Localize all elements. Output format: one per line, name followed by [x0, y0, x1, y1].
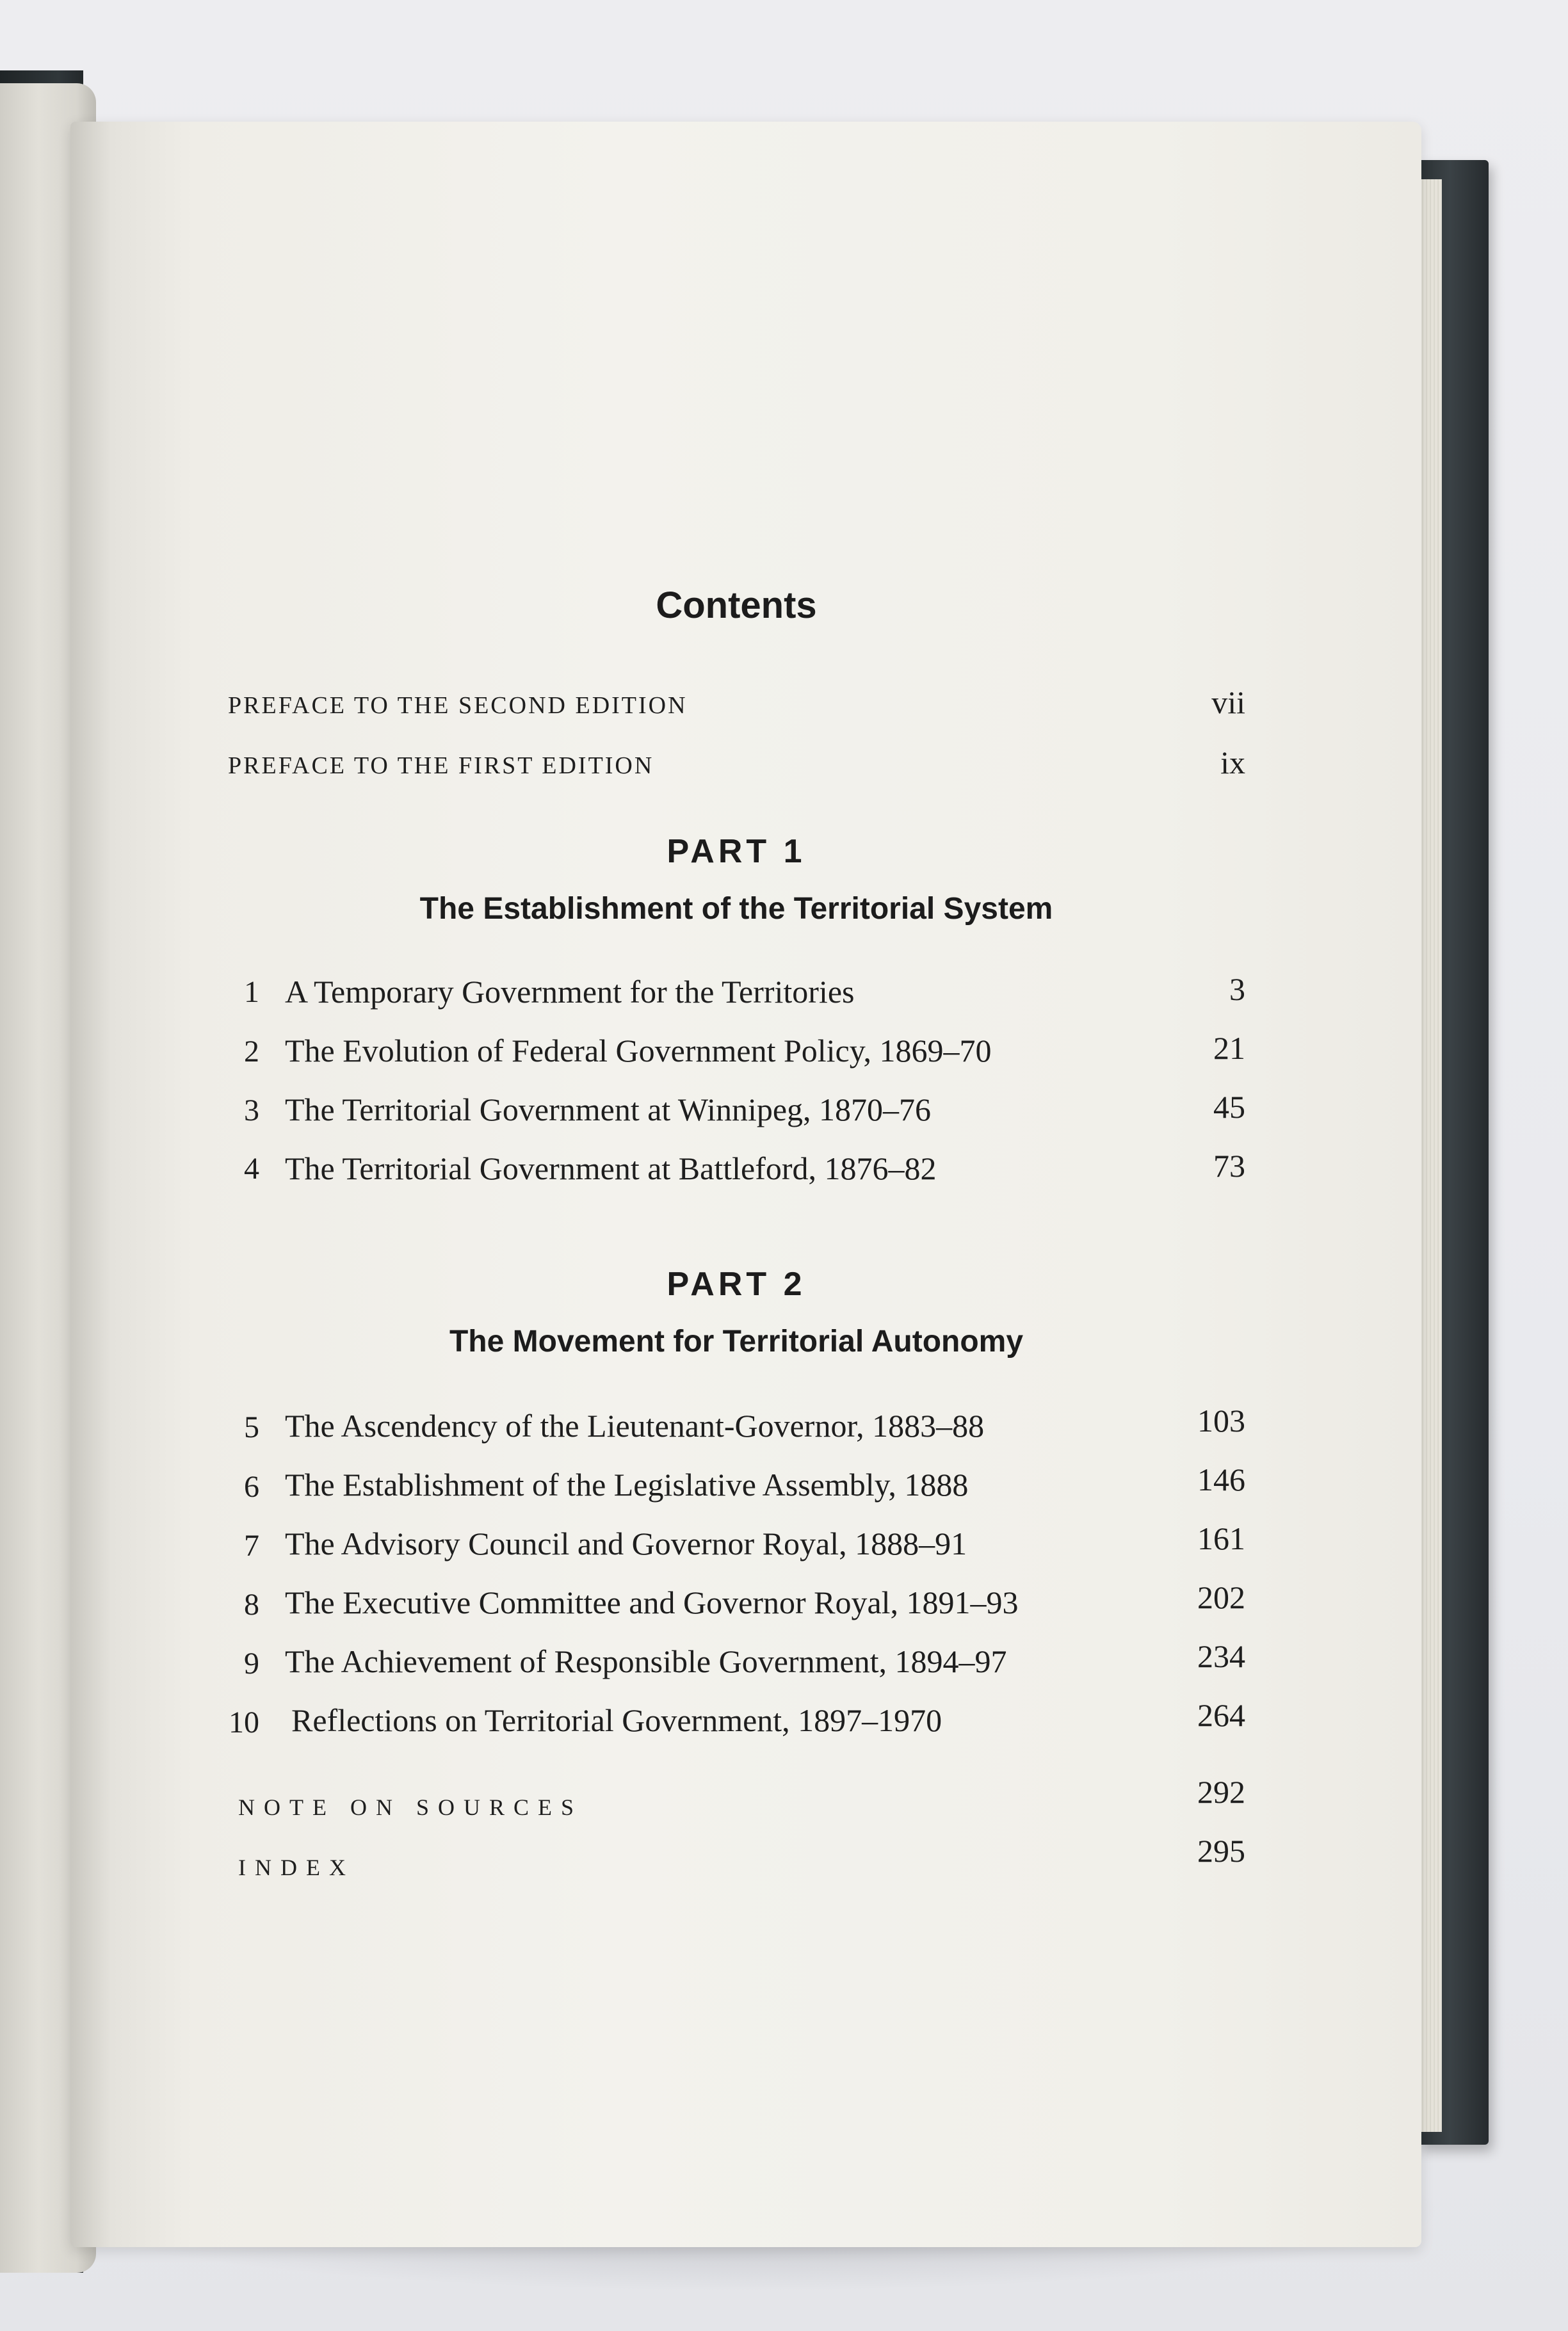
chapter-title: The Establishment of the Legislative Assembly, 1888	[285, 1467, 969, 1503]
chapter-page: 21	[1213, 1030, 1245, 1066]
chapter-number: 3	[244, 1093, 259, 1127]
part-2-label: PART 2	[667, 1266, 806, 1303]
back-matter-label: NOTE ON SOURCES	[238, 1795, 583, 1820]
part-2-subtitle: The Movement for Territorial Autonomy	[449, 1325, 1024, 1359]
part-1-subtitle: The Establishment of the Territorial System	[419, 892, 1053, 926]
chapter-page: 103	[1197, 1403, 1245, 1439]
chapter-page: 146	[1197, 1462, 1245, 1497]
chapter-page: 161	[1197, 1520, 1245, 1556]
chapter-title: The Advisory Council and Governor Royal, 1888–91	[285, 1526, 967, 1561]
chapter-number: 9	[244, 1647, 259, 1681]
chapter-page: 264	[1197, 1697, 1245, 1733]
chapter-title: The Territorial Government at Winnipeg, 1870–76	[285, 1092, 932, 1127]
chapter-title: The Evolution of Federal Government Policy, 1869–70	[285, 1033, 992, 1069]
front-matter-page: ix	[1220, 745, 1245, 780]
chapter-page: 202	[1197, 1579, 1245, 1615]
chapter-page: 73	[1213, 1148, 1245, 1184]
part-1-label: PART 1	[667, 833, 806, 870]
front-matter-label: PREFACE TO THE FIRST EDITION	[228, 752, 654, 779]
back-matter-page: 295	[1197, 1833, 1245, 1869]
chapter-number: 10	[229, 1706, 259, 1739]
front-matter-label: PREFACE TO THE SECOND EDITION	[228, 692, 688, 719]
front-matter-page: vii	[1211, 684, 1245, 720]
chapter-title: Reflections on Territorial Government, 1897–1970	[291, 1702, 942, 1738]
back-matter-page: 292	[1197, 1774, 1245, 1810]
chapter-page: 45	[1213, 1089, 1245, 1125]
page-title: Contents	[656, 585, 817, 626]
chapter-title: The Territorial Government at Battleford, 1876–82	[285, 1150, 937, 1186]
chapter-title: The Ascendency of the Lieutenant-Governor, 1883–88	[285, 1408, 985, 1444]
chapter-number: 5	[244, 1410, 259, 1444]
chapter-number: 4	[244, 1152, 259, 1186]
chapter-number: 8	[244, 1588, 259, 1622]
chapter-title: The Executive Committee and Governor Royal, 1891–93	[285, 1585, 1019, 1620]
chapter-number: 1	[244, 975, 259, 1009]
chapter-page: 3	[1229, 971, 1245, 1007]
chapter-page: 234	[1197, 1638, 1245, 1674]
chapter-number: 7	[244, 1529, 259, 1563]
back-matter-label: INDEX	[238, 1855, 355, 1880]
chapter-number: 6	[244, 1470, 259, 1504]
chapter-number: 2	[244, 1035, 259, 1069]
chapter-title: The Achievement of Responsible Government, 1894–97	[285, 1643, 1007, 1679]
chapter-title: A Temporary Government for the Territories	[285, 974, 855, 1010]
